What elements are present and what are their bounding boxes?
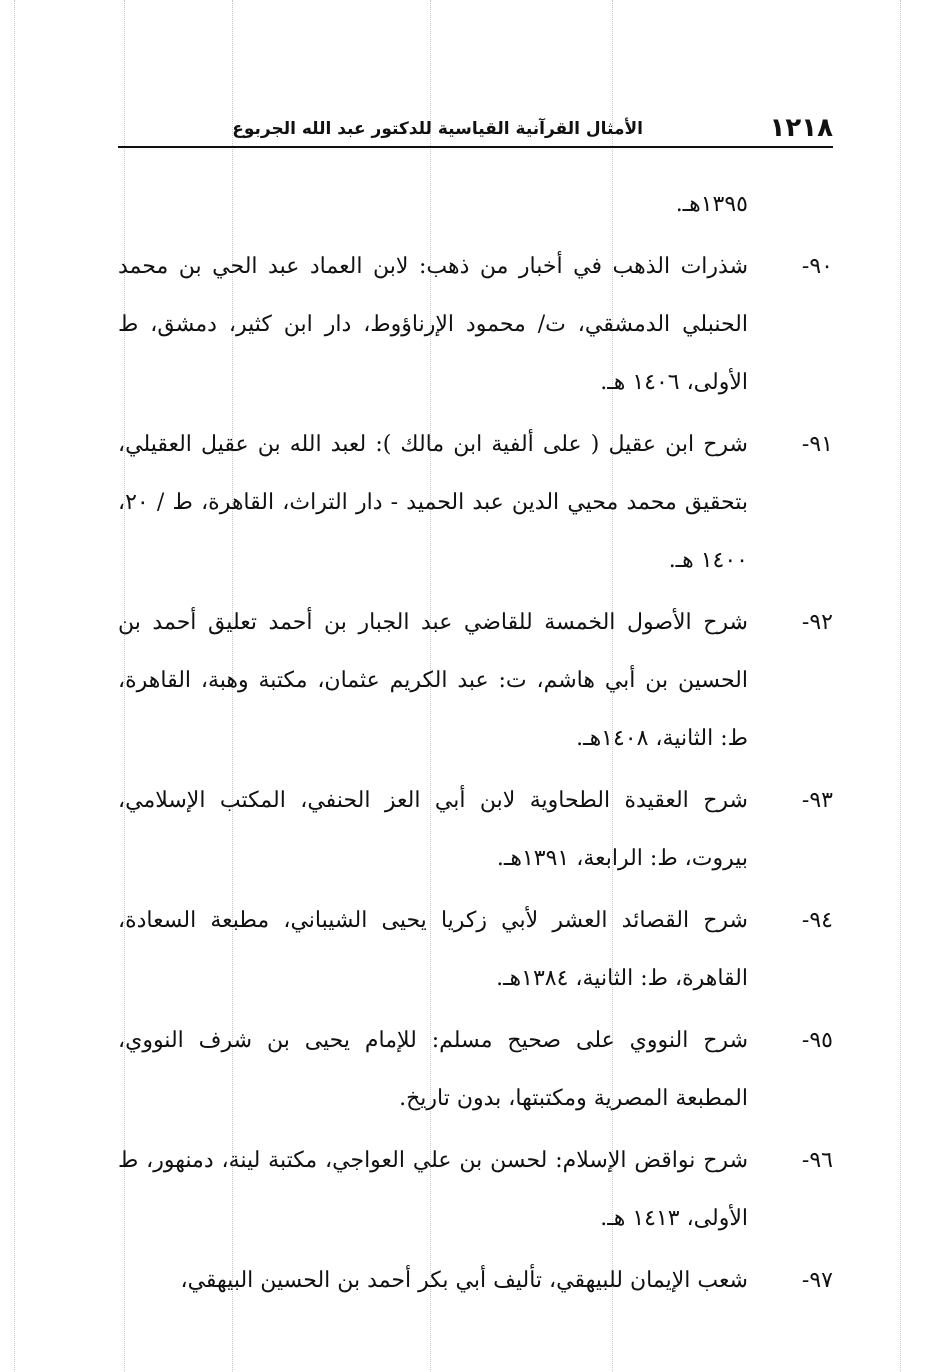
entry-text: شرح النووي على صحيح مسلم: للإمام يحيى بن شرف النووي، المطبعة المصرية ومكتبتها، بدون تاريخ. — [118, 1028, 748, 1111]
bibliography-entry — [118, 772, 833, 888]
entry-text: شذرات الذهب في أخبار من ذهب: لابن العماد عبد الحي بن محمد الحنبلي الدمشقي، ت/ محمود الإرناؤوط، دار ابن كثير، دمشق، ط الأولى، ١٤٠٦ هـ. — [118, 254, 748, 395]
entry-text: شرح الأصول الخمسة للقاضي عبد الجبار بن أحمد تعليق أحمد بن الحسين بن أبي هاشم، ت: عبد الكريم عثمان، مكتبة وهبة، القاهرة، ط: الثانية، ١٤٠٨هـ. — [118, 610, 748, 751]
bibliography-entry — [118, 1012, 833, 1128]
entry-text: شرح ابن عقيل ( على ألفية ابن مالك ): لعبد الله بن عقيل العقيلي، بتحقيق محمد محيي الدين عبد الحميد - دار التراث، القاهرة، ط / ٢٠، ١٤٠٠ هـ. — [118, 432, 748, 573]
entry-number: ٩٧- — [801, 1268, 833, 1293]
entry-number: ٩٦- — [801, 1148, 833, 1173]
bibliography-entry — [118, 1252, 833, 1310]
page-header — [118, 112, 833, 148]
entry-text: شرح العقيدة الطحاوية لابن أبي العز الحنفي، المكتب الإسلامي، بيروت، ط: الرابعة، ١٣٩١هـ. — [118, 788, 748, 871]
continuation-line: ١٣٩٥هـ. — [675, 192, 748, 217]
bibliography-entry — [118, 892, 833, 1008]
bibliography-list — [118, 176, 833, 1310]
bibliography-entry — [118, 416, 833, 590]
entry-text: شرح نواقض الإسلام: لحسن بن علي العواجي، مكتبة لينة، دمنهور، ط الأولى، ١٤١٣ هـ. — [118, 1148, 748, 1231]
bibliography-entry — [118, 1132, 833, 1248]
entry-number: ٩٣- — [801, 788, 833, 813]
entry-number: ٩٢- — [801, 610, 833, 635]
entry-number: ٩٤- — [801, 908, 833, 933]
bibliography-entry — [118, 594, 833, 768]
entry-number: ٩١- — [801, 432, 833, 457]
page-number: ١٢١٨ — [769, 113, 833, 143]
running-title: الأمثال القرآنية القياسية للدكتور عبد الله الجربوع — [232, 119, 643, 139]
entry-text: شرح القصائد العشر لأبي زكريا يحيى الشيباني، مطبعة السعادة، القاهرة، ط: الثانية، ١٣٨٤هـ. — [118, 908, 748, 991]
scan-artifact-line — [14, 0, 15, 1372]
entry-number: ٩٥- — [801, 1028, 833, 1053]
entry-number: ٩٠- — [801, 254, 833, 279]
bibliography-entry — [118, 238, 833, 412]
entry-text: شعب الإيمان للبيهقي، تأليف أبي بكر أحمد بن الحسين البيهقي، — [180, 1268, 748, 1293]
scan-artifact-line — [900, 0, 901, 1372]
